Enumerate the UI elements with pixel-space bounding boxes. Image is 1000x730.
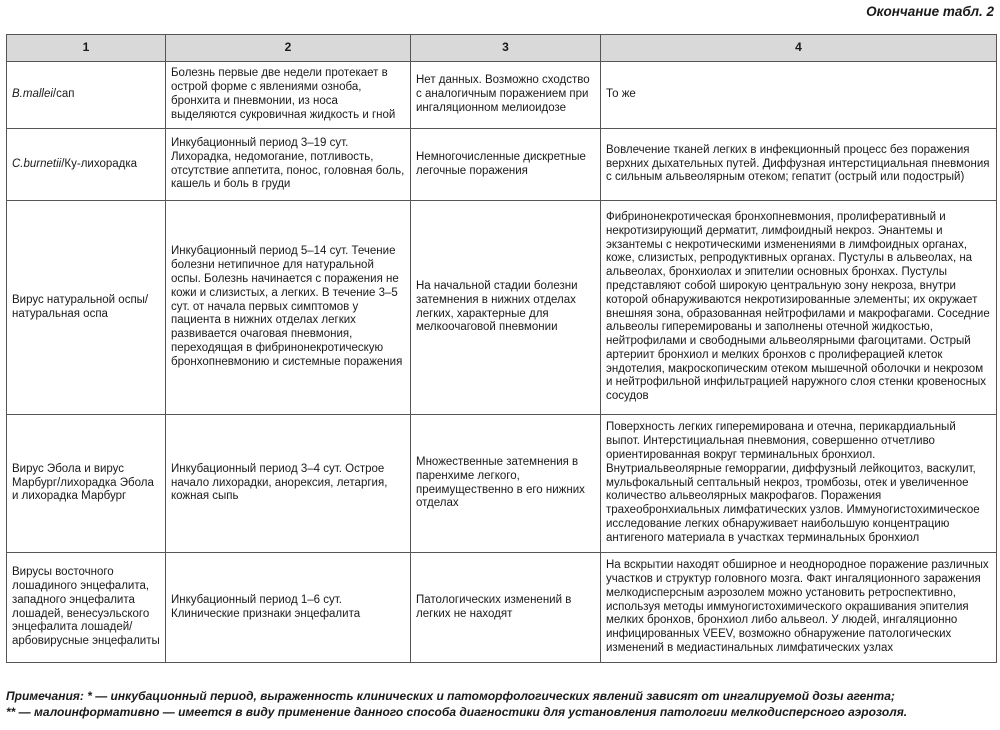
column-header-3: 3	[411, 35, 601, 62]
radiology-cell: Патологических изменений в легких не находят	[411, 553, 601, 663]
table-row	[7, 129, 997, 201]
radiology-cell: Множественные затемнения в паренхиме легкого, преимущественно в его нижних отделах	[411, 415, 601, 553]
agent-name: /Ку-лихорадка	[61, 157, 138, 170]
note-line-2: ** — малоинформативно — имеется в виду применение данного способа диагностики для установления патологии мелкодисперсного аэрозоля.	[6, 705, 908, 719]
agent-cell	[7, 129, 166, 201]
table-header-row	[7, 35, 997, 62]
radiology-cell: Немногочисленные дискретные легочные поражения	[411, 129, 601, 201]
column-header-2: 2	[166, 35, 411, 62]
table-row	[7, 553, 997, 663]
column-header-4: 4	[601, 35, 997, 62]
clinical-cell: Инкубационный период 5–14 сут. Течение болезни нетипичное для натуральной оспы. Болезнь начинается с поражения не кожи и слизистых, а легких. В течение 3–5 сут. от начала первых симптомов у пациента в нижних отделах легких развивается очаговая пневмония, переходящая в фибринонекротическую бронхопневмонию и системные поражения	[166, 201, 411, 415]
pathomorphology-cell: Вовлечение тканей легких в инфекционный процесс без поражения верхних дыхательных путей. Диффузная интерстициальная пневмония с сильным альвеолярным отеком; гепатит (острый или подострый)	[601, 129, 997, 201]
agent-cell	[7, 201, 166, 415]
pathology-table	[6, 34, 997, 663]
agent-cell	[7, 62, 166, 129]
table-row	[7, 415, 997, 553]
clinical-cell: Инкубационный период 3–4 сут. Острое начало лихорадки, анорексия, летаргия, кожная сыпь	[166, 415, 411, 553]
agent-latin-name: B.mallei	[12, 88, 53, 101]
pathomorphology-cell: На вскрытии находят обширное и неоднородное поражение различных участков и структур головного мозга. Факт ингаляционного заражения мелкодисперсным аэрозолем можно установить ретроспективно, используя методы иммуногистохимического окрашивания эпителия мелких бронхов, бронхиол либо альвеол. У людей, ингаляционно инфицированных VEEV, возможно обнаружение патологических изменений в медиастинальных лимфатических узлах	[601, 553, 997, 663]
clinical-cell: Инкубационный период 1–6 сут. Клинические признаки энцефалита	[166, 553, 411, 663]
table-row	[7, 62, 997, 129]
radiology-cell: Нет данных. Возможно сходство с аналогичным поражением при ингаляционном мелиоидозе	[411, 62, 601, 129]
agent-latin-name: C.burnetii	[12, 157, 62, 170]
table-row	[7, 201, 997, 415]
agent-cell	[7, 553, 166, 663]
pathomorphology-cell: Поверхность легких гиперемирована и отечна, перикардиальный выпот. Интерстициальная пневмония, совершенно отчетливо ориентированная вокруг терминальных бронхиол. Внутриальвеолярные геморрагии, диффузный лейкоцитоз, васкулит, мульфокальный септальный некроз, тромбозы, отек и увеличенное количество альвеолярных макрофагов. Поражения трахеобронхиальных лимфатических узлов. Иммуногистохимическое исследование легких обнаруживает наибольшую концентрацию антигеного материала в участках терминальных бронхиол	[601, 415, 997, 553]
agent-name: Вирус натуральной оспы/натуральная оспа	[12, 293, 149, 320]
agent-name: /сап	[52, 88, 75, 101]
radiology-cell: На начальной стадии болезни затемнения в нижних отделах легких, характерные для мелкоочаговой пневмонии	[411, 201, 601, 415]
table-notes	[6, 688, 996, 720]
table-caption: Окончание табл. 2	[866, 4, 994, 19]
agent-cell	[7, 415, 166, 553]
agent-name: Вирус Эбола и вирус Марбург/лихорадка Эбола и лихорадка Марбург	[12, 462, 154, 503]
pathomorphology-cell: Фибринонекротическая бронхопневмония, пролиферативный и некротизирующий дерматит, лимфоидный некроз. Энантемы и экзантемы с некротическими изменениями в лимфоидных органах, коже, слизистых, репродуктивных органах. Пустулы в альвеолах, на альвеолах, бронхиолах и эпителии основных бронхах. Пустулы представляют собой широкую центральную зону некроза, внутри которой обнаруживаются некротизированные элементы; их окружает внешняя зона, образованная нейтрофилами и макрофагами. Соседние альвеолы гиперемированы и заполнены отечной жидкостью, нейтрофилами и свободными альвеолярными фагоцитами. Острый артериит бронхиол и мелких бронхов с пролиферацией клеток эндотелия, макроскопическим отеком мышечной оболочки и некрозом и нейтрофильной инфильтрацией наружного слоя стенки кровеносных сосудов	[601, 201, 997, 415]
column-header-1: 1	[7, 35, 166, 62]
clinical-cell: Болезнь первые две недели протекает в острой форме с явлениями озноба, бронхита и пневмонии, из носа выделяются сукровичная жидкость и гной	[166, 62, 411, 129]
note-line-1: Примечания: * — инкубационный период, выраженность клинических и патоморфологических явлений зависят от ингалируемой дозы агента;	[6, 689, 895, 703]
pathomorphology-cell: То же	[601, 62, 997, 129]
clinical-cell: Инкубационный период 3–19 сут. Лихорадка, недомогание, потливость, отсутствие аппетита, понос, головная боль, кашель и боль в груди	[166, 129, 411, 201]
agent-name: Вирусы восточного лошадиного энцефалита, западного энцефалита лошадей, венесуэльского энцефалита лошадей/арбовирусные энцефалиты	[12, 566, 160, 648]
